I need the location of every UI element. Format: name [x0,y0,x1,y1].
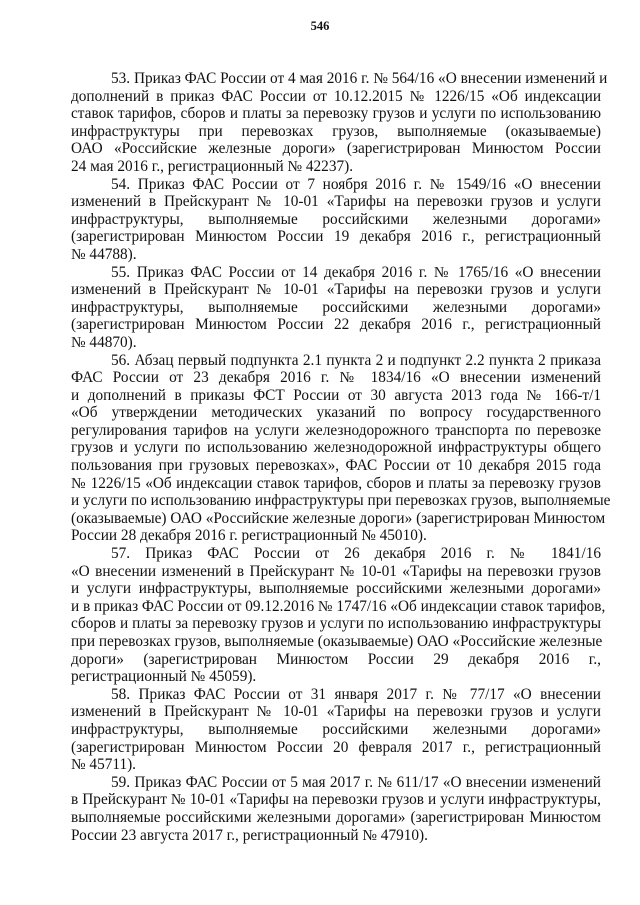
item-57 [71,545,606,686]
item-56-line-3: и дополнений в приказы ФСТ России от 30 августа 2013 года № 166-т/1 [71,386,601,404]
item-56-line-1: 56. Абзац первый подпункта 2.1 пункта 2 и подпункт 2.2 пункта 2 приказа [111,351,601,369]
item-58-line-1: 58. Приказ ФАС России от 31 января 2017 г. № 77/17 «О внесении [111,685,601,703]
item-57-line-3: и услуги инфраструктуры, выполняемые российскими железными дорогами» [71,580,601,598]
item-58-line-2: изменений в Прейскурант № 10-01 «Тарифы на перевозки грузов и услуги [71,703,601,721]
document-body [71,70,611,844]
item-53 [71,70,608,176]
item-57-line-5: сборов и платы за перевозку грузов и услуги по использованию инфраструктуры [71,615,601,633]
item-54-line-4: (зарегистрирован Минюстом России 19 декабря 2016 г., регистрационный [71,228,601,246]
item-59-line-2: в Прейскурант № 10-01 «Тарифы на перевозки грузов и услуги инфраструктуры, [71,791,601,809]
item-56 [71,351,611,546]
item-53-line-5: ОАО «Российские железные дороги» (зарегистрирован Минюстом России [71,140,601,158]
item-57-line-4: и в приказ ФАС России от 09.12.2016 № 1747/16 «Об индексации ставок тарифов, [71,597,606,615]
item-53-line-6: 24 мая 2016 г., регистрационный № 42237). [71,157,354,175]
item-56-line-6: грузов и услуги по использованию железнодорожной инфраструктуры общего [71,439,601,457]
item-57-line-6: при перевозках грузов, выполняемые (оказываемые) ОАО «Российские железные [71,633,603,650]
item-58-line-3: инфраструктуры, выполняемые российскими железными дорогами» [71,720,601,738]
item-55 [71,264,601,352]
item-54-line-1: 54. Приказ ФАС России от 7 ноября 2016 г. № 1549/16 «О внесении [111,175,601,193]
item-56-line-4: «Об утверждении методических указаний по вопросу государственного [71,404,601,422]
item-56-line-9: и услуги по использованию инфраструктуры при перевозках грузов, выполняемые [71,492,611,510]
item-56-line-11: России 28 декабря 2016 г. регистрационный № 45010). [71,527,427,545]
item-57-line-2: «О внесении изменений в Прейскурант № 10-01 «Тарифы на перевозки грузов [71,562,601,580]
item-58-line-4: (зарегистрирован Минюстом России 20 февраля 2017 г., регистрационный [71,738,601,756]
item-57-line-7: дороги» (зарегистрирован Минюстом России 29 декабря 2016 г., [71,650,601,668]
item-53-line-1: 53. Приказ ФАС России от 4 мая 2016 г. № 564/16 «О внесении изменений и [111,70,608,87]
item-59 [71,774,601,844]
item-54-line-5: № 44788). [71,245,137,263]
item-57-line-1: 57. Приказ ФАС России от 26 декабря 2016 г. № 1841/16 [111,545,601,563]
item-53-line-2: дополнений в приказ ФАС России от 10.12.2015 № 1226/15 «Об индексации [71,87,601,105]
item-54-line-2: изменений в Прейскурант № 10-01 «Тарифы на перевозки грузов и услуги [71,193,601,211]
item-57-line-8: регистрационный № 45059). [71,668,257,686]
item-58 [71,686,601,774]
item-59-line-3: выполняемые российскими железными дорогами» (зарегистрирован Минюстом [71,808,601,826]
item-56-line-7: пользования при грузовых перевозках», ФАС России от 10 декабря 2015 года [71,457,601,475]
item-59-line-4: России 23 августа 2017 г., регистрационный № 47910). [71,826,428,844]
item-55-line-4: (зарегистрирован Минюстом России 22 декабря 2016 г., регистрационный [71,316,601,334]
item-53-line-4: инфраструктуры при перевозках грузов, выполняемые (оказываемые) [71,122,601,140]
item-55-line-1: 55. Приказ ФАС России от 14 декабря 2016 г. № 1765/16 «О внесении [111,263,601,281]
item-59-line-1: 59. Приказ ФАС России от 5 мая 2017 г. № 611/17 «О внесении изменений [111,773,601,791]
item-55-line-2: изменений в Прейскурант № 10-01 «Тарифы на перевозки грузов и услуги [71,281,601,299]
item-54-line-3: инфраструктуры, выполняемые российскими железными дорогами» [71,210,601,228]
item-56-line-10: (оказываемые) ОАО «Российские железные дороги» (зарегистрирован Минюстом [71,509,606,527]
item-56-line-8: № 1226/15 «Об индексации ставок тарифов, сборов и платы за перевозку грузов [71,474,601,492]
item-53-line-3: ставок тарифов, сборов и платы за перевозку грузов и услуги по использованию [71,105,601,123]
page-number: 546 [310,19,330,33]
item-55-line-5: № 44870). [71,333,137,351]
item-56-line-5: регулирования тарифов на услуги железнодорожного транспорта по перевозке [71,421,601,439]
item-54 [71,176,601,264]
item-58-line-5: № 45711). [71,756,137,774]
item-56-line-2: ФАС России от 23 декабря 2016 г. № 1834/16 «О внесении изменений [71,369,601,387]
item-55-line-3: инфраструктуры, выполняемые российскими железными дорогами» [71,298,601,316]
